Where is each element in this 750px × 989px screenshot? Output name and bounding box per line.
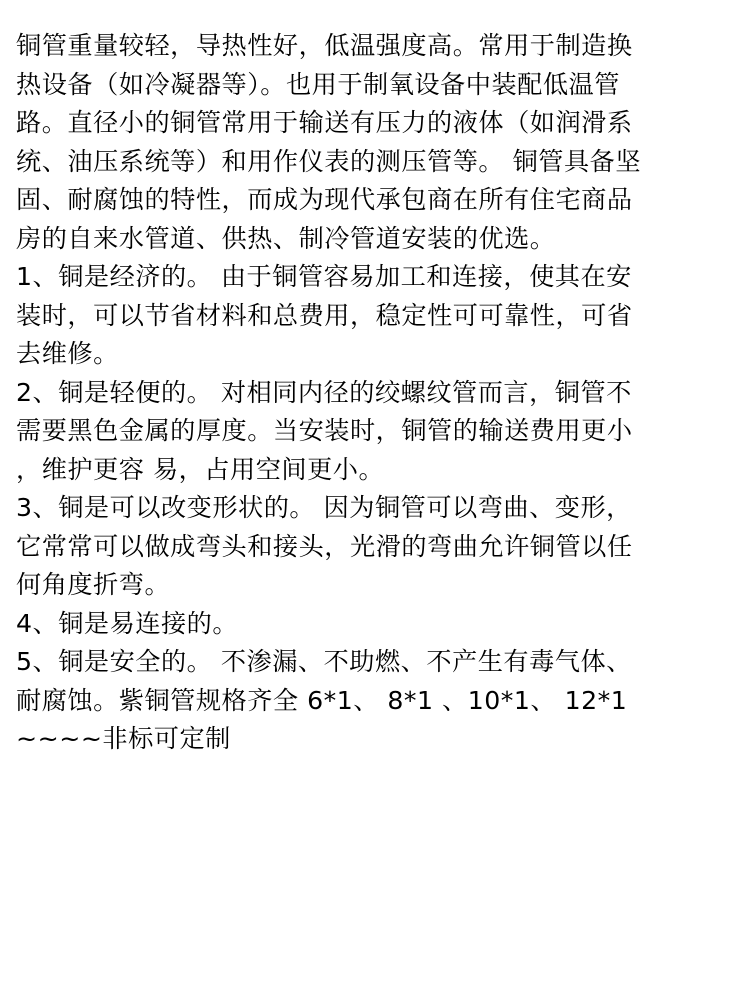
- text-line-6: 房的自来水管道、供热、制冷管道安装的优选。: [16, 223, 556, 253]
- text-line-15: 何角度折弯。: [16, 570, 171, 599]
- text-line-7: 1、铜是经济的。 由于铜管容易加工和连接，使其在安: [16, 262, 632, 291]
- text-line-8: 装时，可以节省材料和总费用，稳定性可可靠性，可省: [16, 300, 633, 330]
- text-line-9: 去维修。: [16, 339, 119, 368]
- text-line-14: 它常常可以做成弯头和接头，光滑的弯曲允许铜管以任: [16, 531, 633, 561]
- text-line-11: 需要黑色金属的厚度。当安装时，铜管的输送费用更小: [16, 416, 633, 445]
- text-line-4: 统、油压系统等）和用作仪表的测压管等。 铜管具备坚: [16, 146, 642, 176]
- text-line-18: 耐腐蚀。紫铜管规格齐全 6*1、 8*1 、10*1、 12*1: [16, 685, 628, 715]
- text-line-19: ~~~~非标可定制: [16, 724, 231, 753]
- text-line-1: 铜管重量较轻，导热性好，低温强度高。常用于制造换: [16, 31, 633, 60]
- text-line-3: 路。直径小的铜管常用于输送有压力的液体（如润滑系: [16, 108, 633, 137]
- text-line-2: 热设备（如冷凝器等）。也用于制氧设备中装配低温管: [16, 69, 620, 99]
- text-line-10: 2、铜是轻便的。 对相同内径的绞螺纹管而言，铜管不: [16, 377, 632, 407]
- text-line-12: ，维护更容 易，占用空间更小。: [16, 454, 385, 484]
- text-line-17: 5、铜是安全的。 不渗漏、不助燃、不产生有毒气体、: [16, 647, 632, 676]
- text-line-13: 3、铜是可以改变形状的。 因为铜管可以弯曲、变形，: [16, 493, 632, 522]
- text-line-16: 4、铜是易连接的。: [16, 608, 239, 638]
- text-line-5: 固、耐腐蚀的特性，而成为现代承包商在所有住宅商品: [16, 185, 633, 214]
